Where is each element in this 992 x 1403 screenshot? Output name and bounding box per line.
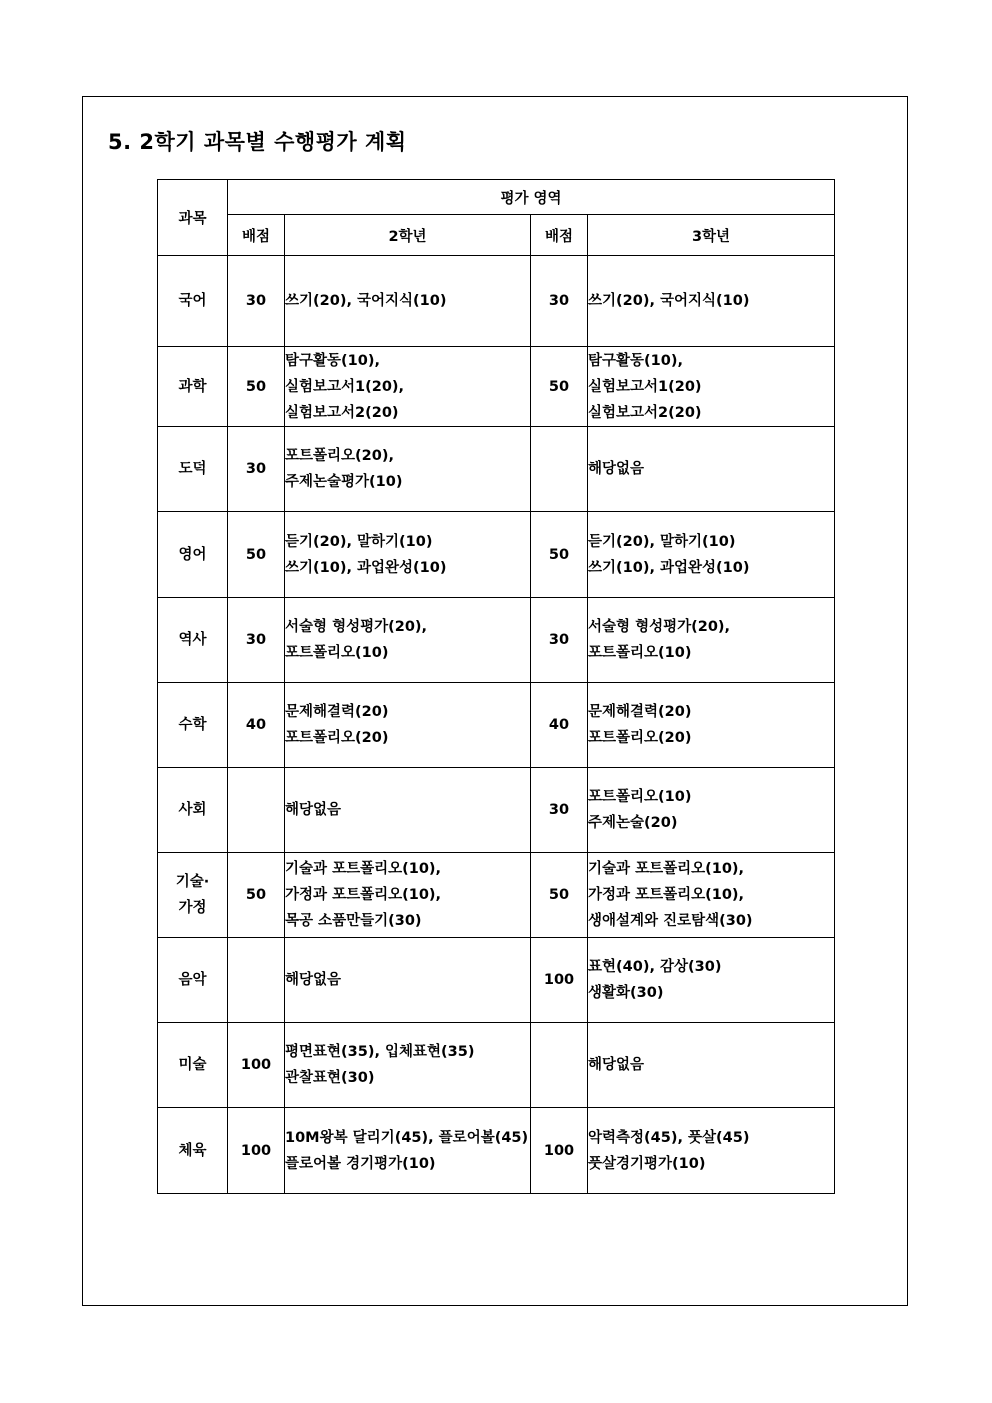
score-cell-grade2: 30	[228, 256, 285, 347]
assessment-item: 해당없음	[588, 461, 645, 477]
assessment-item: 실험보고서1(20),	[285, 378, 405, 395]
subject-name: 미술	[178, 1057, 207, 1073]
subject-name: 체육	[178, 1142, 207, 1159]
header-row-1	[158, 180, 835, 215]
assessment-item: 서술형 형성평가(20),	[588, 619, 731, 635]
items-cell-grade3	[588, 347, 835, 427]
assessment-item: 서술형 형성평가(20),	[285, 619, 428, 635]
subject-cell	[158, 598, 228, 683]
score-cell-grade2: 50	[228, 512, 285, 598]
table-row	[158, 256, 835, 347]
assessment-item: 탐구활동(10),	[285, 352, 380, 369]
score-cell-grade2: 100	[228, 1108, 285, 1194]
subject-cell	[158, 768, 228, 853]
score-cell-grade3: 30	[531, 598, 588, 683]
assessment-item: 가정과 포트폴리오(10),	[285, 887, 442, 903]
items-cell-grade2	[285, 1023, 531, 1108]
section-title: 5. 2학기 과목별 수행평가 계획	[108, 130, 407, 154]
items-cell-grade2	[285, 347, 531, 427]
subject-name: 기술·	[175, 874, 210, 890]
items-cell-grade3	[588, 427, 835, 512]
items-cell-grade3	[588, 853, 835, 938]
items-cell-grade3	[588, 512, 835, 598]
table-row	[158, 1108, 835, 1194]
assessment-item: 포트폴리오(20)	[588, 730, 692, 746]
subject-name: 가정	[178, 900, 207, 916]
subject-name: 음악	[178, 972, 207, 988]
assessment-item: 10M왕복 달리기(45), 플로어볼(45)	[285, 1129, 529, 1146]
score-cell-grade3: 50	[531, 853, 588, 938]
items-cell-grade2	[285, 768, 531, 853]
score-cell-grade2: 100	[228, 1023, 285, 1108]
score-cell-grade3: 50	[531, 512, 588, 598]
subject-cell	[158, 427, 228, 512]
assessment-item: 기술과 포트폴리오(10),	[285, 861, 442, 877]
items-cell-grade2	[285, 256, 531, 347]
assessment-item: 문제해결력(20)	[588, 704, 692, 720]
items-cell-grade3	[588, 1023, 835, 1108]
items-cell-grade2	[285, 1108, 531, 1194]
assessment-item: 풋살경기평가(10)	[588, 1155, 706, 1172]
assessment-item: 문제해결력(20)	[285, 704, 389, 720]
assessment-item: 포트폴리오(10)	[588, 645, 692, 661]
assessment-item: 관찰표현(30)	[285, 1070, 375, 1086]
header-grade2: 2학년	[285, 215, 531, 256]
score-cell-grade2: 40	[228, 683, 285, 768]
table-row	[158, 598, 835, 683]
assessment-item: 포트폴리오(10)	[588, 789, 692, 805]
subject-name: 국어	[178, 293, 207, 309]
score-cell-grade3: 100	[531, 938, 588, 1023]
table-row	[158, 427, 835, 512]
score-cell-grade2: 30	[228, 598, 285, 683]
table-row	[158, 347, 835, 427]
assessment-item: 탐구활동(10),	[588, 352, 683, 369]
assessment-item: 실험보고서2(20)	[588, 404, 702, 421]
assessment-item: 표현(40), 감상(30)	[588, 959, 722, 975]
subject-cell	[158, 938, 228, 1023]
score-cell-grade3	[531, 1023, 588, 1108]
assessment-item: 해당없음	[285, 802, 342, 818]
assessment-item: 목공 소품만들기(30)	[285, 913, 422, 929]
score-cell-grade2: 50	[228, 853, 285, 938]
subject-cell	[158, 512, 228, 598]
subject-name: 영어	[178, 546, 207, 563]
assessment-item: 쓰기(20), 국어지식(10)	[285, 293, 447, 309]
header-row-2	[158, 215, 835, 256]
items-cell-grade3	[588, 938, 835, 1023]
score-cell-grade2	[228, 768, 285, 853]
items-cell-grade3	[588, 256, 835, 347]
table-row	[158, 938, 835, 1023]
assessment-item: 해당없음	[285, 972, 342, 988]
subject-cell	[158, 853, 228, 938]
items-cell-grade2	[285, 598, 531, 683]
subject-name: 사회	[178, 802, 207, 818]
assessment-item: 주제논술평가(10)	[285, 474, 403, 490]
subject-cell	[158, 1023, 228, 1108]
items-cell-grade2	[285, 683, 531, 768]
assessment-plan-table	[157, 179, 835, 1194]
items-cell-grade2	[285, 512, 531, 598]
assessment-item: 포트폴리오(20)	[285, 730, 389, 746]
assessment-item: 실험보고서1(20)	[588, 378, 702, 395]
assessment-item: 가정과 포트폴리오(10),	[588, 887, 745, 903]
score-cell-grade3: 50	[531, 347, 588, 427]
assessment-item: 쓰기(10), 과업완성(10)	[588, 559, 750, 576]
score-cell-grade2: 50	[228, 347, 285, 427]
header-subject: 과목	[158, 180, 228, 256]
table-row	[158, 768, 835, 853]
subject-name: 수학	[178, 717, 207, 733]
assessment-item: 실험보고서2(20)	[285, 404, 399, 421]
table-body	[158, 256, 835, 1194]
subject-cell	[158, 256, 228, 347]
subject-name: 역사	[178, 632, 207, 648]
items-cell-grade2	[285, 427, 531, 512]
subject-cell	[158, 347, 228, 427]
assessment-item: 포트폴리오(10)	[285, 645, 389, 661]
assessment-item: 플로어볼 경기평가(10)	[285, 1155, 436, 1172]
table-row	[158, 1023, 835, 1108]
assessment-item: 평면표현(35), 입체표현(35)	[285, 1044, 475, 1060]
assessment-item: 포트폴리오(20),	[285, 448, 394, 464]
subject-name: 도덕	[178, 461, 207, 477]
items-cell-grade2	[285, 853, 531, 938]
subject-cell	[158, 1108, 228, 1194]
assessment-item: 악력측정(45), 풋살(45)	[588, 1129, 750, 1146]
score-cell-grade2: 30	[228, 427, 285, 512]
items-cell-grade2	[285, 938, 531, 1023]
assessment-item: 쓰기(10), 과업완성(10)	[285, 559, 447, 576]
assessment-item: 듣기(20), 말하기(10)	[285, 533, 433, 550]
header-score-grade2: 배점	[228, 215, 285, 256]
score-cell-grade3: 100	[531, 1108, 588, 1194]
assessment-item: 생활화(30)	[588, 985, 664, 1001]
table-row	[158, 853, 835, 938]
assessment-item: 주제논술(20)	[588, 815, 678, 831]
assessment-item: 해당없음	[588, 1057, 645, 1073]
assessment-item: 듣기(20), 말하기(10)	[588, 533, 736, 550]
items-cell-grade3	[588, 683, 835, 768]
score-cell-grade3: 30	[531, 256, 588, 347]
assessment-item: 기술과 포트폴리오(10),	[588, 861, 745, 877]
score-cell-grade3: 30	[531, 768, 588, 853]
subject-name: 과학	[178, 378, 207, 395]
items-cell-grade3	[588, 1108, 835, 1194]
assessment-item: 쓰기(20), 국어지식(10)	[588, 293, 750, 309]
score-cell-grade2	[228, 938, 285, 1023]
table-row	[158, 683, 835, 768]
assessment-item: 생애설계와 진로탐색(30)	[588, 913, 753, 929]
header-score-grade3: 배점	[531, 215, 588, 256]
items-cell-grade3	[588, 768, 835, 853]
score-cell-grade3	[531, 427, 588, 512]
header-area: 평가 영역	[228, 180, 835, 215]
items-cell-grade3	[588, 598, 835, 683]
header-grade3: 3학년	[588, 215, 835, 256]
table-row	[158, 512, 835, 598]
subject-cell	[158, 683, 228, 768]
score-cell-grade3: 40	[531, 683, 588, 768]
